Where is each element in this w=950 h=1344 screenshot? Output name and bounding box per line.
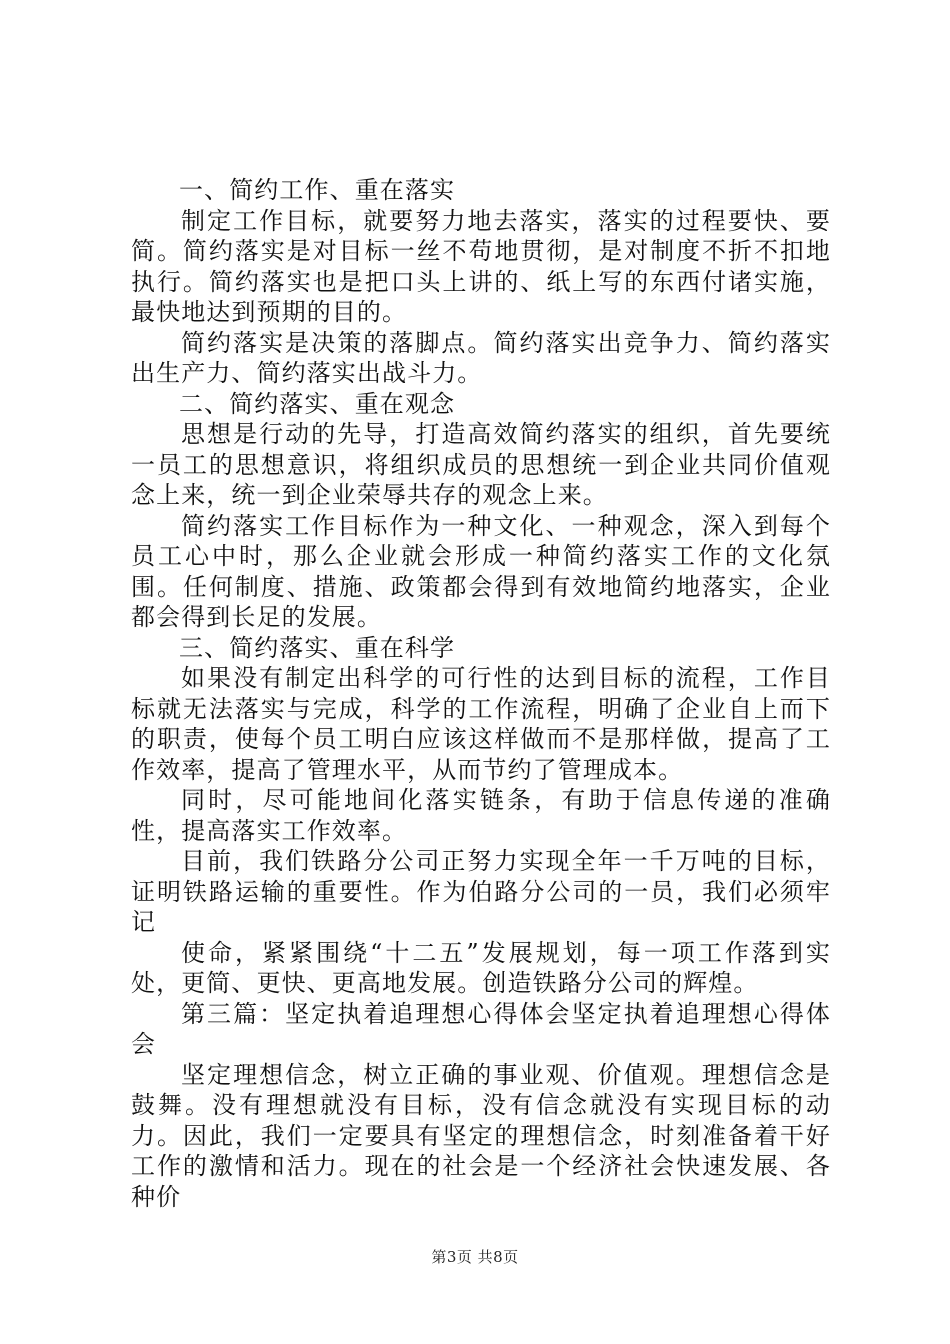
body-paragraph: 简约落实是决策的落脚点。简约落实出竞争力、简约落实出生产力、简约落实出战斗力。 <box>131 328 831 387</box>
body-paragraph: 第三篇：坚定执着追理想心得体会坚定执着追理想心得体会 <box>131 999 831 1058</box>
section-heading: 一、简约工作、重在落实 <box>179 176 456 204</box>
body-paragraph: 使命，紧紧围绕“十二五”发展规划，每一项工作落到实处，更简、更快、更高地发展。创造铁路分公司的辉煌。 <box>131 938 831 997</box>
section-heading: 三、简约落实、重在科学 <box>179 633 456 662</box>
document-body <box>131 175 831 1212</box>
section-heading: 二、简约落实、重在观念 <box>179 389 456 418</box>
body-paragraph: 思想是行动的先导，打造高效简约落实的组织，首先要统一员工的思想意识，将组织成员的思想统一到企业共同价值观念上来，统一到企业荣辱共存的观念上来。 <box>131 420 831 509</box>
body-paragraph: 制定工作目标，就要努力地去落实，落实的过程要快、要简。简约落实是对目标一丝不苟地贯彻，是对制度不折不扣地执行。简约落实也是把口头上讲的、纸上写的东西付诸实施，最快地达到预期的目的。 <box>131 206 831 326</box>
body-paragraph: 坚定理想信念，树立正确的事业观、价值观。理想信念是鼓舞。没有理想就没有目标，没有信念就没有实现目标的动力。因此，我们一定要具有坚定的理想信念，时刻准备着干好工作的激情和活力。现在的社会是一个经济社会快速发展、各种价 <box>131 1060 831 1211</box>
body-paragraph: 简约落实工作目标作为一种文化、一种观念，深入到每个员工心中时，那么企业就会形成一种简约落实工作的文化氛围。任何制度、措施、政策都会得到有效地简约地落实，企业都会得到长足的发展。 <box>131 511 831 631</box>
body-paragraph: 目前，我们铁路分公司正努力实现全年一千万吨的目标，证明铁路运输的重要性。作为伯路分公司的一员，我们必须牢记 <box>131 847 831 936</box>
page-footer: 第3页 共8页 <box>431 1248 519 1266</box>
body-paragraph: 如果没有制定出科学的可行性的达到目标的流程，工作目标就无法落实与完成，科学的工作流程，明确了企业自上而下的职责，使每个员工明白应该这样做而不是那样做，提高了工作效率，提高了管理水平，从而节约了管理成本。 <box>131 664 831 784</box>
body-paragraph: 同时，尽可能地间化落实链条，有助于信息传递的准确性，提高落实工作效率。 <box>131 786 831 845</box>
